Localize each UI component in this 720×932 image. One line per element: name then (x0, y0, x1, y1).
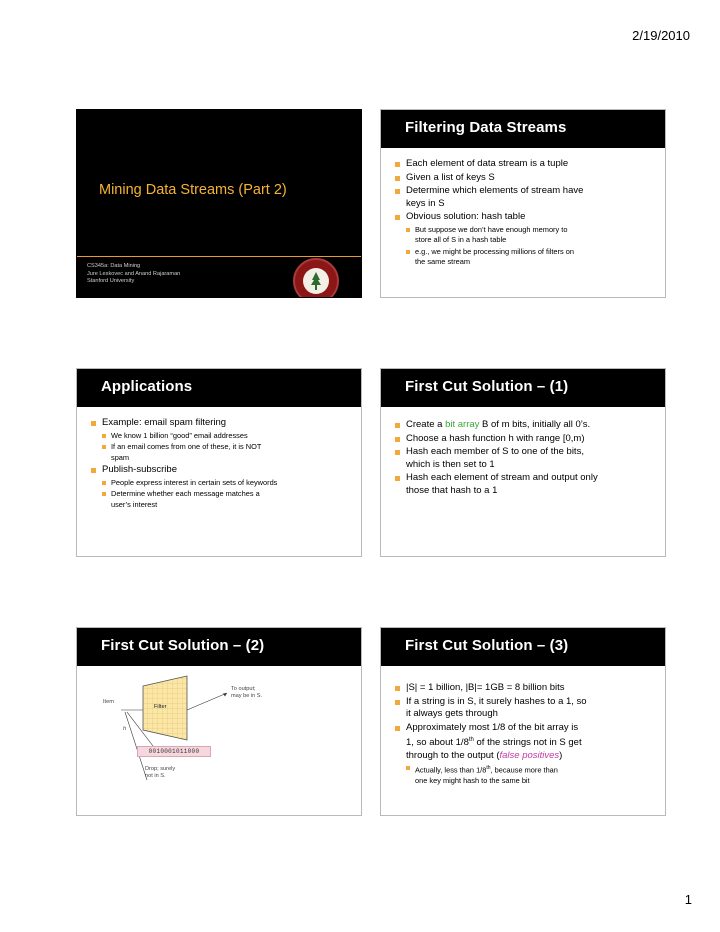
slide-heading: Applications (101, 378, 193, 395)
stanford-seal-icon (293, 258, 339, 298)
bullet: Each element of data stream is a tuple (395, 158, 655, 171)
slide-first-cut-1 (380, 368, 666, 557)
slide-first-cut-3 (380, 627, 666, 816)
bit-array: 0010001011000 (137, 746, 211, 757)
slide-body (395, 158, 655, 269)
bullet: Hash each member of S to one of the bits, which is then set to 1 (395, 446, 655, 471)
sub-bullet: e.g., we might be processing millions of filters on the same stream (406, 247, 655, 268)
sub-bullet: If an email comes from one of these, it is NOT spam (102, 442, 351, 463)
sub-bullet: Determine whether each message matches a user’s interest (102, 489, 351, 510)
bullet: Hash each element of stream and output only those that hash to a 1 (395, 472, 655, 497)
course-university: Stanford University (87, 278, 135, 285)
bullet: Publish-subscribe (91, 464, 351, 477)
slide-body (91, 417, 351, 511)
slide-first-cut-2 (76, 627, 362, 816)
filter-diagram (77, 628, 362, 816)
slide-title (76, 109, 362, 298)
sub-bullet: We know 1 billion “good” email addresses (102, 431, 351, 442)
bullet: Example: email spam filtering (91, 417, 351, 430)
filter-label: Filter (154, 704, 167, 710)
bullet: Determine which elements of stream have keys in S (395, 185, 655, 210)
slide-heading: First Cut Solution – (3) (405, 637, 569, 654)
slide-body (395, 682, 655, 788)
header-date: 2/19/2010 (632, 28, 690, 43)
bullet: Create a bit array B of m bits, initially all 0’s. (395, 419, 655, 432)
drop-label: Drop; surely not in S. (145, 766, 176, 779)
course-authors: Jure Leskovec and Anand Rajaraman (87, 270, 181, 277)
sub-bullet: Actually, less than 1/8th, because more than one key might hash to the same bit (406, 763, 655, 786)
item-label: Item (103, 699, 114, 705)
slide-main-title: Mining Data Streams (Part 2) (99, 182, 287, 198)
bullet: |S| = 1 billion, |B|= 1GB = 8 billion bits (395, 682, 655, 695)
bullet: Obvious solution: hash table (395, 211, 655, 224)
output-label: To output; may be in S. (231, 686, 263, 699)
slide-heading: First Cut Solution – (1) (405, 378, 569, 395)
bullet: Choose a hash function h with range [0,m) (395, 433, 655, 446)
slide-filtering (380, 109, 666, 298)
course-name: CS345a: Data Mining (87, 263, 141, 269)
bullet: If a string is in S, it surely hashes to a 1, so it always gets through (395, 696, 655, 721)
sub-bullet: But suppose we don’t have enough memory to store all of S in a hash table (406, 225, 655, 246)
course-info (87, 263, 180, 286)
bullet: Approximately most 1/8 of the bit array is 1, so about 1/8th of the strings not in S get through to the output (false positives) (395, 722, 655, 763)
hash-function-label: h (123, 726, 127, 732)
slide-body (395, 419, 655, 498)
slide-heading: Filtering Data Streams (405, 119, 567, 136)
bullet: Given a list of keys S (395, 172, 655, 185)
sub-bullet: People express interest in certain sets of keywords (102, 478, 351, 489)
divider (77, 256, 361, 257)
page-number: 1 (684, 892, 692, 907)
slide-applications (76, 368, 362, 557)
slide-heading: First Cut Solution – (2) (101, 637, 265, 654)
